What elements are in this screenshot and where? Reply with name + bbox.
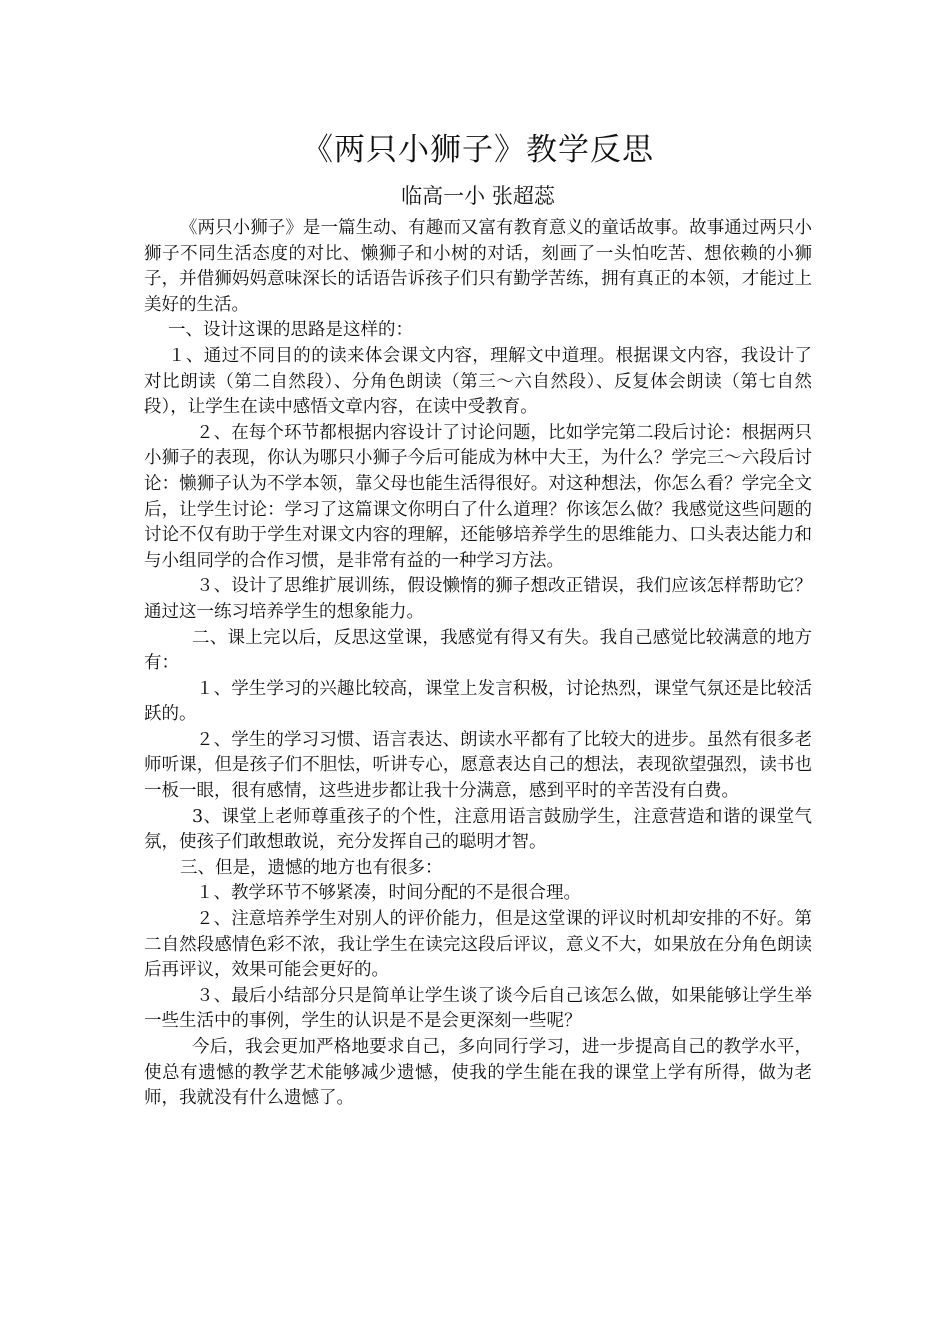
section-heading-1: 一、设计这课的思路是这样的： — [168, 320, 413, 341]
paragraph-1-3: ３、设计了思维扩展训练，假设懒惰的狮子想改正错误，我们应该怎样帮助它？通过这一练习培养学生的想象能力。 — [144, 576, 812, 622]
paragraph-3-1: １、教学环节不够紧凑，时间分配的不是很合理。 — [196, 883, 581, 904]
section-heading-3: 三、但是，遗憾的地方也有很多： — [180, 857, 443, 878]
section-heading-2: 二、课上完以后，反思这堂课，我感觉有得又有失。我自己感觉比较满意的地方有： — [144, 627, 812, 674]
paragraph-1-1: １、通过不同目的的读来体会课文内容，理解文中道理。根据课文内容，我设计了对比朗读（第二自然段）、分角色朗读（第三～六自然段）、反复体会朗读（第七自然段），让学生在读中感悟文章内容，在读中受教育。 — [144, 345, 812, 418]
paragraph-conclusion: 今后，我会更加严格地要求自己，多向同行学习，进一步提高自己的教学水平，使总有遗憾的教学艺术能够减少遗憾，使我的学生能在我的课堂上学有所得，做为老师，我就没有什么遗憾了。 — [144, 1037, 812, 1109]
paragraph-3-3: ３、最后小结部分只是简单让学生谈了谈今后自己该怎么做，如果能够让学生举一些生活中的事例，学生的认识是不是会更深刻一些呢？ — [144, 985, 812, 1032]
author-line: 临高一小 张超蕊 — [401, 184, 555, 208]
paragraph-2-3: 3、课堂上老师尊重孩子的个性，注意用语言鼓励学生，注意营造和谐的课堂气氛，使孩子们敢想敢说，充分发挥自己的聪明才智。 — [144, 806, 812, 853]
document-page — [144, 128, 812, 1112]
paragraph-1-2: ２、在每个环节都根据内容设计了讨论问题，比如学完第二段后讨论：根据两只小狮子的表现，你认为哪只小狮子今后可能成为林中大王，为什么？学完三～六段后讨论：懒狮子认为不学本领，靠父母也能生活得很好。对这种想法，你怎么看？学完全文后，让学生讨论：学习了这篇课文你明白了什么道理？你该怎么做？我感觉这些问题的讨论不仅有助于学生对课文内容的理解，还能够培养学生的思维能力、口头表达能力和与小组同学的合作习惯，是非常有益的一种学习方法。 — [144, 422, 812, 571]
document-title: 《两只小狮子》教学反思 — [302, 132, 654, 168]
paragraph-intro: 《两只小狮子》是一篇生动、有趣而又富有教育意义的童话故事。故事通过两只小狮子不同生活态度的对比、懒狮子和小树的对话，刻画了一头怕吃苦、想依赖的小狮子，并借狮妈妈意味深长的话语告诉孩子们只有勤学苦练，拥有真正的本领，才能过上美好的生活。 — [144, 218, 812, 315]
paragraph-2-1: １、学生学习的兴趣比较高，课堂上发言积极，讨论热烈，课堂气氛还是比较活跃的。 — [144, 678, 812, 725]
paragraph-2-2: ２、学生的学习习惯、语言表达、朗读水平都有了比较大的进步。虽然有很多老师听课，但是孩子们不胆怯，听讲专心，愿意表达自己的想法，表现欲望强烈，读书也一板一眼，很有感情，这些进步都让我十分满意，感到平时的辛苦没有白费。 — [144, 729, 812, 802]
paragraph-3-2: ２、注意培养学生对别人的评价能力，但是这堂课的评议时机却安排的不好。第二自然段感情色彩不浓，我让学生在读完这段后评议，意义不大，如果放在分角色朗读后再评议，效果可能会更好的。 — [144, 909, 812, 981]
